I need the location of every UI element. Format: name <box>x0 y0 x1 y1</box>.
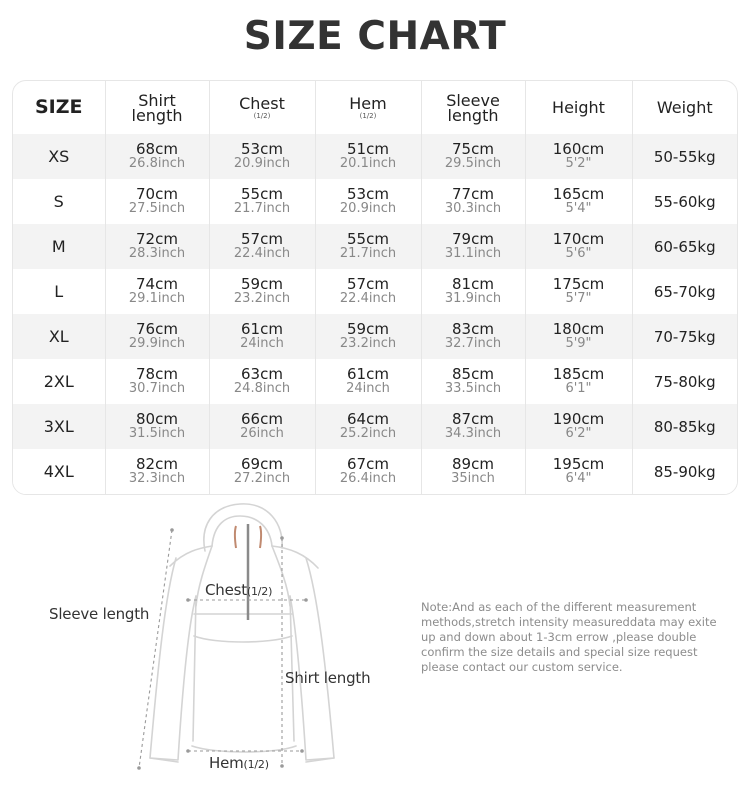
weight-cell: 85-90kg <box>632 449 737 494</box>
chest-label <box>205 581 272 599</box>
hem-cell <box>315 404 421 449</box>
header-height <box>525 81 632 134</box>
hem-metric-value: 53cm <box>347 185 389 203</box>
sleeve-metric-value: 85cm <box>452 365 494 383</box>
height-cell <box>525 179 632 224</box>
hem-imperial-value: 23.2inch <box>339 336 397 351</box>
height-imperial-value: 6'1" <box>565 381 592 396</box>
sleeve-imperial-value: 31.1inch <box>444 246 502 261</box>
body-left-side <box>193 596 196 741</box>
shirt-length-label: Shirt length <box>285 669 371 687</box>
height-metric-value: 190cm <box>552 410 605 428</box>
size-cell: XL <box>48 327 69 346</box>
weight-cell: 50-55kg <box>632 134 737 179</box>
weight-cell: 65-70kg <box>632 269 737 314</box>
chest-imperial-value: 23.2inch <box>233 291 291 306</box>
sleeve-cell <box>421 314 525 359</box>
chest-cell <box>209 314 315 359</box>
chest-cell <box>209 359 315 404</box>
height-cell <box>525 404 632 449</box>
height-cell <box>525 449 632 494</box>
hem-imperial-value: 20.1inch <box>339 156 397 171</box>
chest-metric-value: 66cm <box>241 410 283 428</box>
hem-imperial-value: 25.2inch <box>339 426 397 441</box>
chest-metric-value: 57cm <box>241 230 283 248</box>
header-line2: length <box>447 105 499 125</box>
chest-metric-value: 55cm <box>241 185 283 203</box>
hood-outline <box>204 504 282 551</box>
sleeve-imperial-value: 31.9inch <box>444 291 502 306</box>
weight-cell: 80-85kg <box>632 404 737 449</box>
size-cell: L <box>54 282 64 301</box>
sleeve-metric-value: 77cm <box>452 185 494 203</box>
hem-metric-value: 67cm <box>347 455 389 473</box>
hem-cell <box>315 449 421 494</box>
size-cell: S <box>53 192 64 211</box>
left-sleeve <box>150 558 196 760</box>
hem-cell <box>315 269 421 314</box>
header-size <box>13 81 105 134</box>
chest-metric-value: 69cm <box>241 455 283 473</box>
chest-metric-value: 59cm <box>241 275 283 293</box>
height-imperial-value: 5'4" <box>565 201 592 216</box>
shirt-metric-value: 68cm <box>136 140 178 158</box>
size-cell: M <box>51 237 66 256</box>
header-sleeve-length <box>421 81 525 134</box>
hem-imperial-value: 20.9inch <box>339 201 397 216</box>
weight-cell: 75-80kg <box>632 359 737 404</box>
shirt-metric-value: 76cm <box>136 320 178 338</box>
hem-imperial-value: 21.7inch <box>339 246 397 261</box>
size-table-container <box>12 80 738 495</box>
header-shirt-length <box>105 81 209 134</box>
shirt-imperial-value: 32.3inch <box>128 471 186 486</box>
sleeve-metric-value: 89cm <box>452 455 494 473</box>
hem-label-sub: (1/2) <box>243 758 269 771</box>
right-sleeve <box>290 558 334 760</box>
sleeve-length-label: Sleeve length <box>49 605 150 623</box>
chest-cell <box>209 179 315 224</box>
sleeve-metric-value: 79cm <box>452 230 494 248</box>
table-row <box>13 224 737 269</box>
shirt-metric-value: 70cm <box>136 185 178 203</box>
sleeve-imperial-value: 32.7inch <box>444 336 502 351</box>
hem-metric-value: 55cm <box>347 230 389 248</box>
weight-cell: 55-60kg <box>632 179 737 224</box>
shirt-imperial-value: 26.8inch <box>128 156 186 171</box>
hem-metric-value: 61cm <box>347 365 389 383</box>
height-cell <box>525 314 632 359</box>
header-line1: Height <box>552 98 605 117</box>
table-row <box>13 314 737 359</box>
table-header-row <box>13 81 737 134</box>
sleeve-imperial-value: 33.5inch <box>444 381 502 396</box>
page-title: SIZE CHART <box>243 14 507 59</box>
header-weight <box>632 81 737 134</box>
shirt-metric-value: 74cm <box>136 275 178 293</box>
chest-imperial-value: 26inch <box>240 426 284 441</box>
pocket-band-bottom <box>194 636 292 642</box>
weight-cell: 60-65kg <box>632 224 737 269</box>
header-line2: length <box>131 105 183 125</box>
header-sub: (1/2) <box>253 111 271 120</box>
size-table <box>13 81 737 494</box>
header-line1: Sleeve <box>446 90 500 110</box>
shirt-cell <box>105 359 209 404</box>
height-cell <box>525 269 632 314</box>
sleeve-cell <box>421 359 525 404</box>
shirt-cell <box>105 404 209 449</box>
hem-cell <box>315 314 421 359</box>
chest-imperial-value: 22.4inch <box>233 246 291 261</box>
hem-label <box>209 754 269 772</box>
chest-metric-value: 63cm <box>241 365 283 383</box>
sleeve-cell <box>421 179 525 224</box>
shirt-cell <box>105 179 209 224</box>
chest-label-text: Chest <box>205 581 247 599</box>
height-metric-value: 180cm <box>552 320 605 338</box>
sleeve-imperial-value: 29.5inch <box>444 156 502 171</box>
hem-cell <box>315 134 421 179</box>
chest-imperial-value: 24inch <box>240 336 284 351</box>
height-metric-value: 185cm <box>552 365 605 383</box>
sleeve-metric-value: 81cm <box>452 275 494 293</box>
drawstring-right <box>260 526 261 548</box>
drawstring-left <box>235 526 236 548</box>
shirt-cell <box>105 134 209 179</box>
chest-imperial-value: 21.7inch <box>233 201 291 216</box>
shirt-metric-value: 72cm <box>136 230 178 248</box>
shirt-cell <box>105 449 209 494</box>
chest-metric-value: 61cm <box>241 320 283 338</box>
chest-cell <box>209 224 315 269</box>
table-row <box>13 269 737 314</box>
chest-metric-value: 53cm <box>241 140 283 158</box>
sleeve-cell <box>421 449 525 494</box>
hem-cell <box>315 359 421 404</box>
hem-imperial-value: 26.4inch <box>339 471 397 486</box>
shirt-cell <box>105 314 209 359</box>
shirt-imperial-value: 29.1inch <box>128 291 186 306</box>
hem-label-text: Hem <box>209 754 244 772</box>
sleeve-cell <box>421 224 525 269</box>
hem-cell <box>315 224 421 269</box>
chest-cell <box>209 134 315 179</box>
chest-cell <box>209 449 315 494</box>
size-cell: 4XL <box>43 462 74 481</box>
shirt-metric-value: 80cm <box>136 410 178 428</box>
sleeve-cell <box>421 269 525 314</box>
header-size-label: SIZE <box>34 96 83 118</box>
sleeve-cell <box>421 134 525 179</box>
measurement-note: Note:And as each of the different measurement methods,stretch intensity measureddata may exite up and down about 1-3cm errow ,please double confirm the size details and special size request please contact our custom service. <box>421 600 717 674</box>
height-metric-value: 170cm <box>552 230 605 248</box>
header-line1: Shirt <box>138 90 176 110</box>
height-imperial-value: 5'2" <box>565 156 592 171</box>
header-line1: Hem <box>349 93 387 113</box>
header-line1: Weight <box>656 98 713 117</box>
table-row <box>13 179 737 224</box>
size-cell: 3XL <box>43 417 74 436</box>
chest-imperial-value: 20.9inch <box>233 156 291 171</box>
sleeve-imperial-value: 35inch <box>451 471 495 486</box>
header-line1: Chest <box>239 93 285 113</box>
height-cell <box>525 224 632 269</box>
hem-metric-value: 64cm <box>347 410 389 428</box>
chest-cell <box>209 404 315 449</box>
right-raglan-seam <box>272 546 290 606</box>
shirt-imperial-value: 30.7inch <box>128 381 186 396</box>
height-metric-value: 175cm <box>552 275 605 293</box>
height-cell <box>525 134 632 179</box>
sleeve-imperial-value: 30.3inch <box>444 201 502 216</box>
sleeve-cell <box>421 404 525 449</box>
shirt-metric-value: 78cm <box>136 365 178 383</box>
height-imperial-value: 6'2" <box>565 426 592 441</box>
chest-imperial-value: 27.2inch <box>233 471 291 486</box>
hem-metric-value: 51cm <box>347 140 389 158</box>
height-imperial-value: 5'9" <box>565 336 592 351</box>
table-row <box>13 134 737 179</box>
header-sub: (1/2) <box>359 111 377 120</box>
shirt-cell <box>105 224 209 269</box>
height-cell <box>525 359 632 404</box>
table-row <box>13 449 737 494</box>
table-row <box>13 359 737 404</box>
shoulder-line <box>170 546 318 568</box>
sleeve-metric-value: 83cm <box>452 320 494 338</box>
hood-opening <box>212 516 272 546</box>
height-imperial-value: 5'6" <box>565 246 592 261</box>
height-metric-value: 195cm <box>552 455 605 473</box>
sleeve-imperial-value: 34.3inch <box>444 426 502 441</box>
header-chest <box>209 81 315 134</box>
shirt-imperial-value: 27.5inch <box>128 201 186 216</box>
hem-imperial-value: 24inch <box>346 381 390 396</box>
sleeve-metric-value: 87cm <box>452 410 494 428</box>
shirt-imperial-value: 28.3inch <box>128 246 186 261</box>
height-imperial-value: 5'7" <box>565 291 592 306</box>
shirt-imperial-value: 31.5inch <box>128 426 186 441</box>
shirt-imperial-value: 29.9inch <box>128 336 186 351</box>
shirt-cell <box>105 269 209 314</box>
height-metric-value: 160cm <box>552 140 605 158</box>
height-imperial-value: 6'4" <box>565 471 592 486</box>
chest-imperial-value: 24.8inch <box>233 381 291 396</box>
header-hem <box>315 81 421 134</box>
size-cell: 2XL <box>43 372 74 391</box>
chest-cell <box>209 269 315 314</box>
hem-imperial-value: 22.4inch <box>339 291 397 306</box>
hem-metric-value: 59cm <box>347 320 389 338</box>
shirt-metric-value: 82cm <box>136 455 178 473</box>
weight-cell: 70-75kg <box>632 314 737 359</box>
sleeve-measure-line <box>139 530 172 768</box>
hem-cell <box>315 179 421 224</box>
chest-label-sub: (1/2) <box>246 585 273 598</box>
height-metric-value: 165cm <box>552 185 605 203</box>
table-row <box>13 404 737 449</box>
size-cell: XS <box>48 147 70 166</box>
hem-metric-value: 57cm <box>347 275 389 293</box>
sleeve-metric-value: 75cm <box>452 140 494 158</box>
